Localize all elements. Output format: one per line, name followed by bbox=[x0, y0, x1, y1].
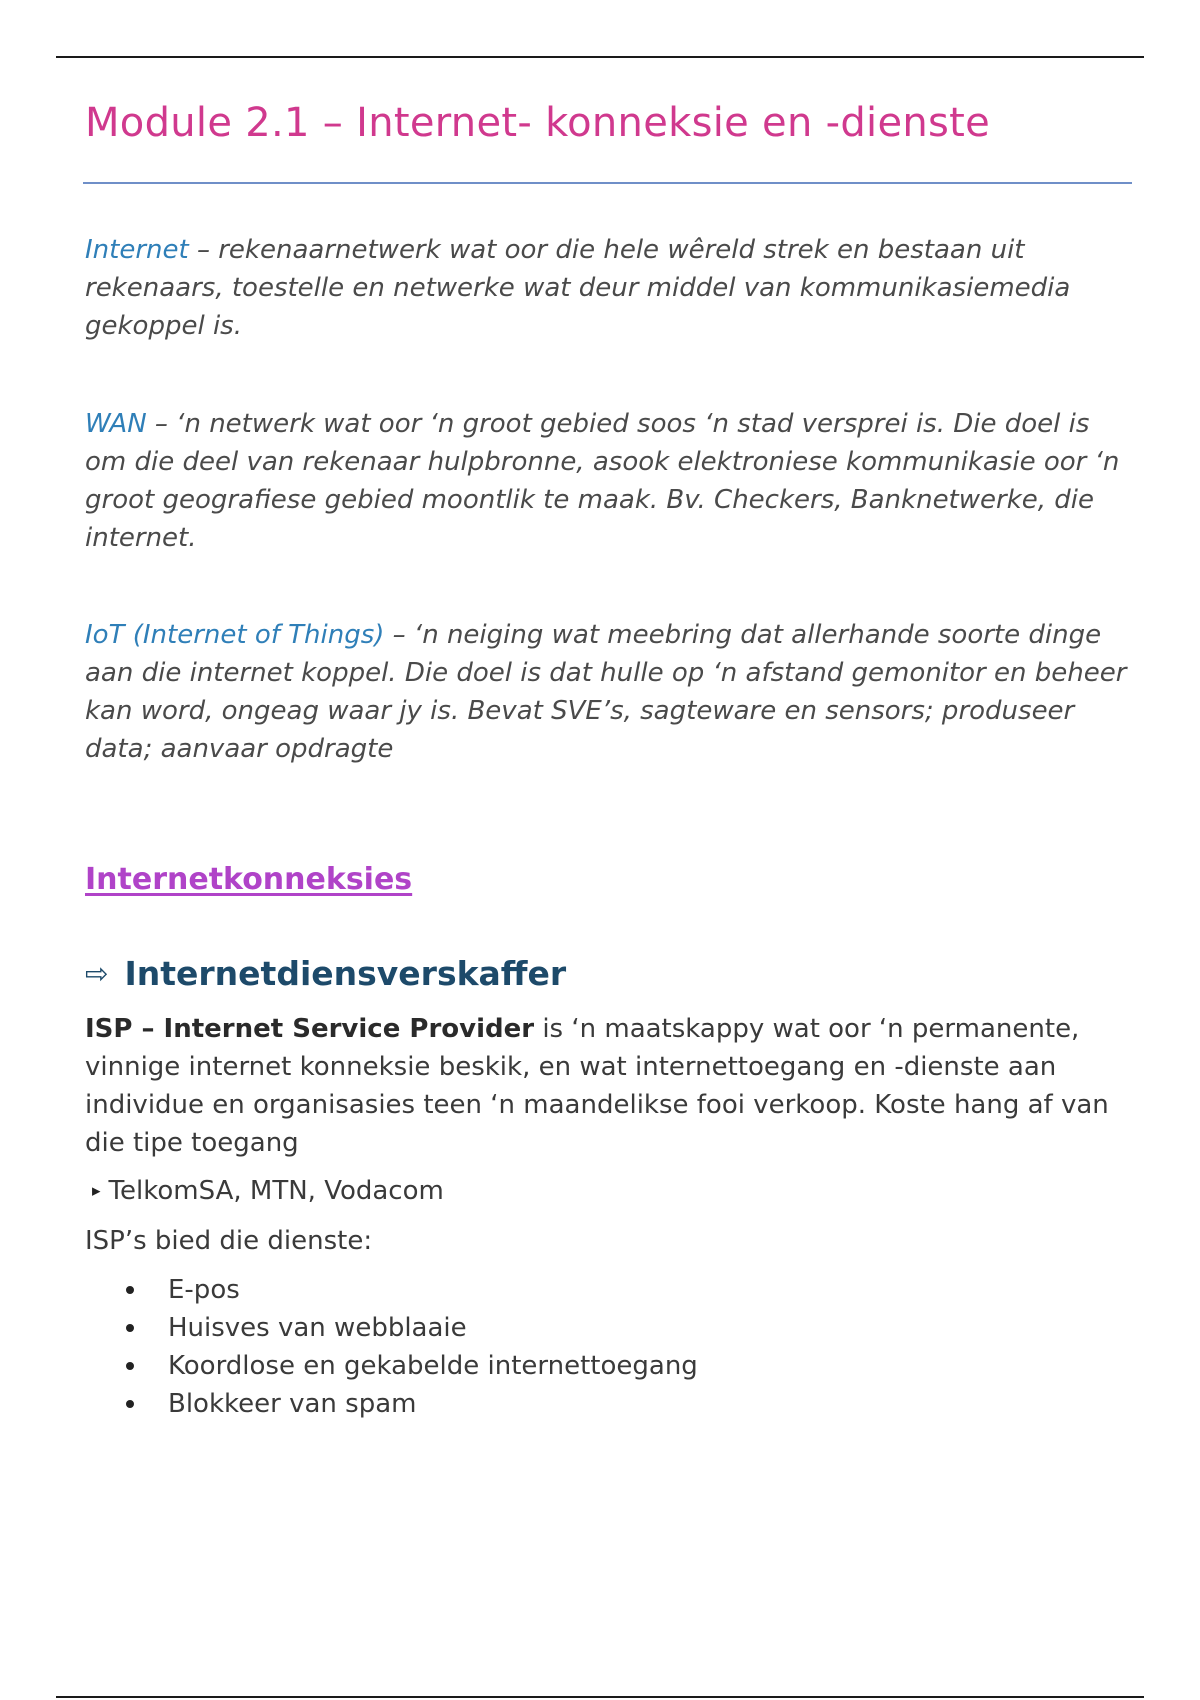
definition-term: WAN bbox=[85, 409, 147, 439]
section-heading: Internetkonneksies bbox=[85, 862, 413, 897]
definition-iot bbox=[85, 616, 1135, 768]
isp-definition bbox=[85, 1010, 1135, 1162]
definition-text: – rekenaarnetwerk wat oor die hele wêreld strek en bestaan uit rekenaars, toestelle en netwerke wat deur middel van kommunikasiemedia gekoppel is. bbox=[85, 235, 1071, 341]
list-item bbox=[118, 1347, 698, 1385]
isp-term: ISP – Internet Service Provider bbox=[85, 1014, 535, 1044]
services-list bbox=[118, 1271, 698, 1423]
sub-heading bbox=[85, 954, 566, 993]
definition-term: Internet bbox=[85, 235, 189, 265]
list-item bbox=[118, 1385, 698, 1423]
arrow-right-icon: ⇨ bbox=[85, 957, 109, 990]
sub-heading-label: Internetdiensverskaffer bbox=[124, 954, 567, 993]
title-underline bbox=[83, 182, 1132, 184]
isp-text: is ‘n maatskappy wat oor ‘n permanente, vinnige internet konneksie beskik, en wat internettoegang en -dienste aan individue en organisasies teen ‘n maandelikse fooi verkoop. Koste hang af van die tipe toegang bbox=[85, 1014, 1109, 1158]
isp-examples bbox=[92, 1172, 1142, 1210]
triangle-bullet-icon: ▸ bbox=[92, 1181, 101, 1201]
list-item-text: Huisves van webblaaie bbox=[168, 1313, 467, 1343]
definition-wan bbox=[85, 405, 1135, 557]
definition-internet bbox=[85, 231, 1135, 345]
list-item-text: E-pos bbox=[168, 1275, 240, 1305]
isp-examples-text: TelkomSA, MTN, Vodacom bbox=[108, 1176, 444, 1206]
bullet-icon bbox=[126, 1286, 134, 1294]
list-item bbox=[118, 1271, 698, 1309]
top-border-line bbox=[56, 56, 1144, 58]
bullet-icon bbox=[126, 1324, 134, 1332]
list-item-text: Koordlose en gekabelde internettoegang bbox=[168, 1351, 698, 1381]
definition-text: – ‘n netwerk wat oor ‘n groot gebied soos ‘n stad versprei is. Die doel is om die deel van rekenaar hulpbronne, asook elektroniese kommunikasie oor ‘n groot geografiese gebied moontlik te maak. Bv. Checkers, Banknetwerke, die internet. bbox=[85, 409, 1120, 553]
bottom-border-line bbox=[56, 1696, 1144, 1698]
services-intro: ISP’s bied die dienste: bbox=[85, 1226, 373, 1256]
definition-text: – ‘n neiging wat meebring dat allerhande soorte dinge aan die internet koppel. Die doel is dat hulle op ‘n afstand gemonitor en beheer kan word, ongeag waar jy is. Bevat SVE’s, sagteware en sensors; produseer data; aanvaar opdragte bbox=[85, 620, 1127, 764]
page-title: Module 2.1 – Internet- konneksie en -dienste bbox=[85, 100, 991, 146]
list-item-text: Blokkeer van spam bbox=[168, 1389, 417, 1419]
bullet-icon bbox=[126, 1362, 134, 1370]
definition-term: IoT (Internet of Things) bbox=[85, 620, 385, 650]
bullet-icon bbox=[126, 1400, 134, 1408]
list-item bbox=[118, 1309, 698, 1347]
